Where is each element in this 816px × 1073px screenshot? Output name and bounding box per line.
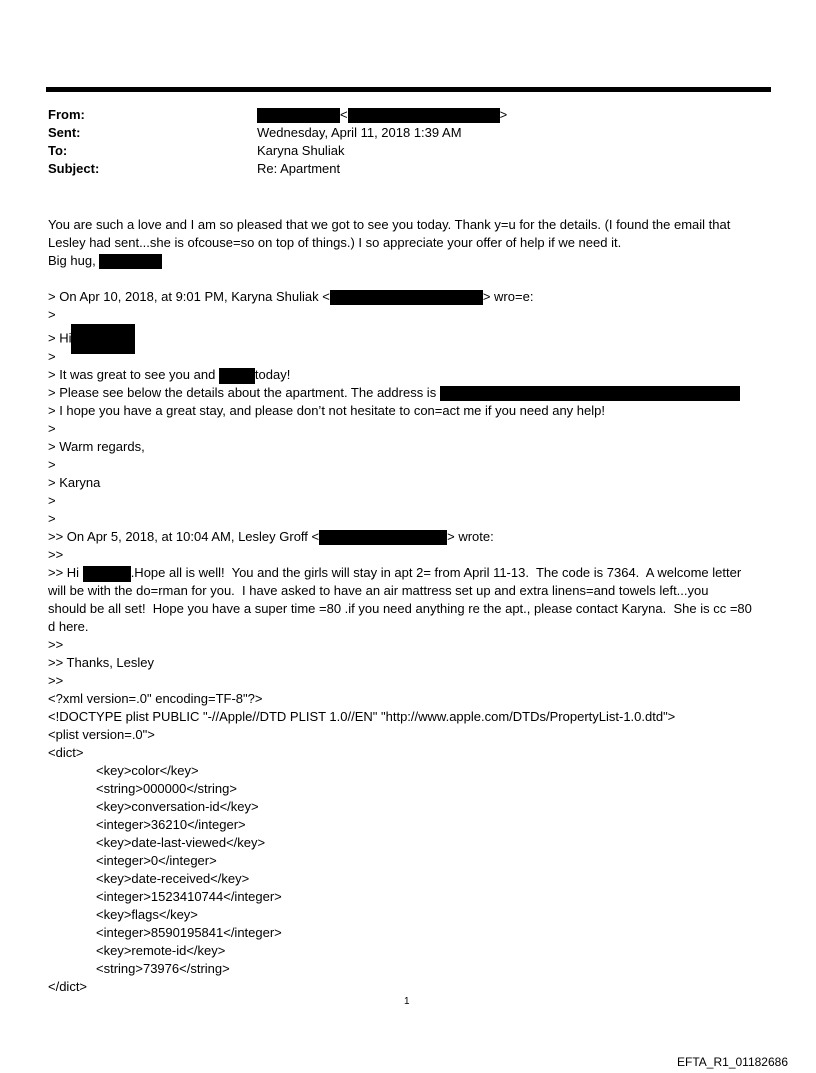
body-line: You are such a love and I am so pleased that we got to see you today. Thank y=u for the details. (I found the email that [48, 217, 731, 232]
email-body [48, 216, 773, 996]
quote-header-end: > wro=e: [482, 289, 534, 304]
subject-row [48, 160, 768, 178]
signoff-text: Big hug, [48, 253, 100, 268]
xml-line: <!DOCTYPE plist PUBLIC "-//Apple//DTD PLIST 1.0//EN" "http://www.apple.com/DTDs/PropertyList-1.0.dtd"> [48, 709, 676, 724]
quote-line: > I hope you have a great stay, and please don’t not hesitate to con=act me if you need any help! [48, 403, 605, 418]
plist-line: <key>remote-id</key> [96, 943, 226, 958]
body-line: Lesley had sent...she is ofcouse=so on top of things.) I so appreciate your offer of help if we need it. [48, 235, 622, 250]
signoff-line [48, 252, 773, 270]
plist-line: <integer>36210</integer> [96, 817, 246, 832]
redaction [99, 254, 162, 269]
quote2-line: >> [48, 637, 64, 652]
redaction [330, 290, 483, 305]
plist-line: <key>date-received</key> [96, 871, 250, 886]
quote2-line: >> Thanks, Lesley [48, 655, 154, 670]
quote-line: > [48, 421, 56, 436]
redaction [219, 368, 255, 384]
quote-line: > [48, 457, 56, 472]
plist-line: <integer>0</integer> [96, 853, 217, 868]
redaction [71, 324, 135, 354]
plist-line: <integer>1523410744</integer> [96, 889, 282, 904]
email-header [48, 106, 768, 178]
quote-address: > Please see below the details about the apartment. The address is [48, 385, 440, 400]
subject-label: Subject: [48, 161, 100, 176]
quote2-line: >> [48, 673, 64, 688]
quote2-hi: >> Hi [48, 565, 83, 580]
redaction [348, 108, 500, 123]
plist-line: <string>000000</string> [96, 781, 237, 796]
quote-line [48, 384, 773, 402]
quote-line: > [48, 493, 56, 508]
from-gt: > [499, 107, 508, 122]
quote-line [48, 324, 773, 348]
quote2-line: >> [48, 547, 64, 562]
to-label: To: [48, 143, 68, 158]
xml-line: </dict> [48, 979, 88, 994]
quote-line [48, 366, 773, 384]
redaction [440, 386, 740, 401]
header-rule [46, 87, 771, 92]
xml-line: <?xml version=.0" encoding=TF-8"?> [48, 691, 263, 706]
quote2-hope: .Hope all is well! You and the girls will stay in apt 2= from April 11-13. The code is 7364. A welcome letter [130, 565, 742, 580]
quote-great: > It was great to see you and [48, 367, 219, 382]
subject-value: Re: Apartment [257, 161, 341, 176]
plist-line: <key>color</key> [96, 763, 199, 778]
plist-line: <key>conversation-id</key> [96, 799, 259, 814]
plist-line: <key>date-last-viewed</key> [96, 835, 266, 850]
plist-line: <integer>8590195841</integer> [96, 925, 282, 940]
redaction [257, 108, 340, 123]
sent-value: Wednesday, April 11, 2018 1:39 AM [257, 125, 462, 140]
from-row [48, 106, 768, 124]
quote-line: > [48, 511, 56, 526]
blank-line [48, 270, 773, 288]
xml-line: <plist version=.0"> [48, 727, 155, 742]
to-row [48, 142, 768, 160]
quote2-line: d here. [48, 619, 89, 634]
from-value [257, 106, 507, 124]
quote-line: > Karyna [48, 475, 101, 490]
quote2-line: will be with the do=rman for you. I have asked to have an air mattress set up and extra linens=and towels left...you [48, 583, 709, 598]
quote-line: > Warm regards, [48, 439, 145, 454]
page-number: 1 [404, 996, 410, 1007]
quote-line: > [48, 307, 56, 322]
redaction [319, 530, 447, 545]
quote-hi: > Hi [48, 330, 72, 346]
quote2-line: should be all set! Hope you have a super time =80 .if you need anything re the apt., please contact Karyna. She is cc =80 [48, 601, 752, 616]
quote2-header-text: >> On Apr 5, 2018, at 10:04 AM, Lesley Groff < [48, 529, 320, 544]
from-lt: < [340, 107, 348, 122]
xml-line: <dict> [48, 745, 84, 760]
quote-today: today! [254, 367, 291, 382]
quote2-line [48, 564, 773, 582]
sent-row [48, 124, 768, 142]
plist-line: <key>flags</key> [96, 907, 198, 922]
quote2-header-end: > wrote: [447, 529, 494, 544]
bates-number: EFTA_R1_01182686 [677, 1055, 788, 1069]
plist-line: <string>73976</string> [96, 961, 230, 976]
to-value: Karyna Shuliak [257, 143, 345, 158]
quote2-header-line [48, 528, 773, 546]
from-label: From: [48, 107, 85, 122]
redaction [83, 566, 131, 582]
quote-header-text: > On Apr 10, 2018, at 9:01 PM, Karyna Shuliak < [48, 289, 330, 304]
sent-label: Sent: [48, 125, 81, 140]
quote-header-line [48, 288, 773, 306]
quote-line: > [48, 349, 56, 364]
